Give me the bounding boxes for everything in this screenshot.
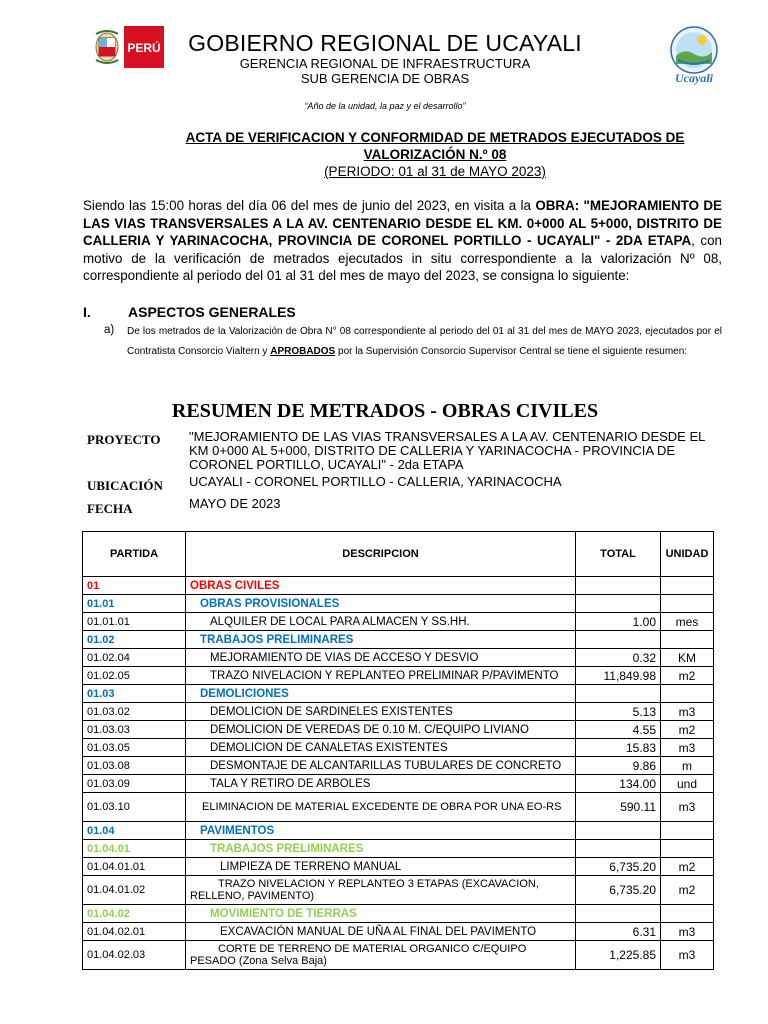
row-total xyxy=(576,631,661,649)
row-partida: 01.03.08 xyxy=(83,757,186,775)
row-descripcion: DESMONTAJE DE ALCANTARILLAS TUBULARES DE CONCRETO xyxy=(186,757,576,775)
row-descripcion: DEMOLICION DE VEREDAS DE 0.10 M. C/EQUIPO LIVIANO xyxy=(186,721,576,739)
row-partida: 01 xyxy=(83,577,186,595)
peru-logo-text: PERÚ xyxy=(127,41,161,55)
section-title: ASPECTOS GENERALES xyxy=(128,304,296,320)
row-unidad xyxy=(661,905,714,923)
proyecto-label: PROYECTO xyxy=(87,432,161,447)
row-descripcion: CORTE DE TERRENO DE MATERIAL ORGANICO C/EQUIPO PESADO (Zona Selva Baja) xyxy=(186,941,576,970)
ubicacion-label: UBICACIÓN xyxy=(87,478,163,493)
header-total: TOTAL xyxy=(576,532,661,577)
proyecto-value: "MEJORAMIENTO DE LAS VIAS TRANSVERSALES A LA AV. CENTENARIO DESDE EL KM 0+000 AL 5+000, DISTRITO DE CALLERIA Y YARINACOCHA - PROVINCIA DE CORONEL PORTILLO, UCAYALI" - 2da ETAPA xyxy=(189,429,705,472)
row-partida: 01.03.05 xyxy=(83,739,186,757)
row-total xyxy=(576,595,661,613)
act-title-line-2: VALORIZACIÓN N.º 08 xyxy=(363,147,507,162)
table-row xyxy=(83,595,714,613)
row-unidad xyxy=(661,631,714,649)
row-unidad xyxy=(661,822,714,840)
row-unidad: m2 xyxy=(661,667,714,685)
table-row xyxy=(83,793,714,822)
row-unidad xyxy=(661,685,714,703)
table-header-row xyxy=(83,532,714,577)
row-unidad: m2 xyxy=(661,876,714,905)
row-unidad: und xyxy=(661,775,714,793)
item-letter: a) xyxy=(104,324,115,336)
row-total: 1.00 xyxy=(576,613,661,631)
ubicacion-value: UCAYALI - CORONEL PORTILLO - CALLERIA, YARINACOCHA xyxy=(189,474,562,489)
row-unidad: m2 xyxy=(661,858,714,876)
row-total: 590.11 xyxy=(576,793,661,822)
row-partida: 01.04.01 xyxy=(83,840,186,858)
row-descripcion: MEJORAMIENTO DE VIAS DE ACCESO Y DESVIO xyxy=(186,649,576,667)
row-total: 6,735.20 xyxy=(576,876,661,905)
table-row xyxy=(83,703,714,721)
fecha-label: FECHA xyxy=(87,501,133,516)
row-unidad xyxy=(661,840,714,858)
header-subtitle-1: GERENCIA REGIONAL DE INFRAESTRUCTURA xyxy=(239,56,531,71)
row-descripcion: TRABAJOS PRELIMINARES xyxy=(186,840,576,858)
item-a-text-2: por la Supervisión Consorcio Supervisor Central se tiene el siguiente resumen: xyxy=(335,346,688,357)
peru-government-logo xyxy=(90,26,164,68)
intro-text-2: , con motivo de la verificación de metrados ejecutados in situ correspondiente a la valorización Nº 08, correspondiente al periodo del 01 al 31 del mes de mayo del 2023, se consigna lo siguiente: xyxy=(83,233,723,284)
row-partida: 01.01 xyxy=(83,595,186,613)
row-unidad: KM xyxy=(661,649,714,667)
table-row xyxy=(83,822,714,840)
row-unidad: m3 xyxy=(661,703,714,721)
table-row xyxy=(83,685,714,703)
row-descripcion: EXCAVACIÓN MANUAL DE UÑA AL FINAL DEL PAVIMENTO xyxy=(186,923,576,941)
row-unidad xyxy=(661,577,714,595)
row-descripcion: PAVIMENTOS xyxy=(186,822,576,840)
row-total: 11,849.98 xyxy=(576,667,661,685)
row-total: 0.32 xyxy=(576,649,661,667)
row-partida: 01.02 xyxy=(83,631,186,649)
header-subtitle-2: SUB GERENCIA DE OBRAS xyxy=(300,71,470,86)
table-row xyxy=(83,775,714,793)
act-period: (PERIODO: 01 al 31 de MAYO 2023) xyxy=(324,164,546,179)
row-unidad: m xyxy=(661,757,714,775)
table-row xyxy=(83,840,714,858)
fecha-value: MAYO DE 2023 xyxy=(189,496,281,511)
row-total: 134.00 xyxy=(576,775,661,793)
row-descripcion: TRAZO NIVELACION Y REPLANTEO 3 ETAPAS (EXCAVACION, RELLENO, PAVIMENTO) xyxy=(186,876,576,905)
section-number: I. xyxy=(83,304,91,320)
row-partida: 01.03.09 xyxy=(83,775,186,793)
row-descripcion: MOVIMIENTO DE TIERRAS xyxy=(186,905,576,923)
row-total: 4.55 xyxy=(576,721,661,739)
row-partida: 01.02.05 xyxy=(83,667,186,685)
row-descripcion: OBRAS PROVISIONALES xyxy=(186,595,576,613)
row-unidad: m3 xyxy=(661,941,714,970)
row-total xyxy=(576,905,661,923)
row-total: 5.13 xyxy=(576,703,661,721)
table-row xyxy=(83,923,714,941)
table-row xyxy=(83,613,714,631)
header-partida: PARTIDA xyxy=(83,532,186,577)
table-row xyxy=(83,649,714,667)
row-descripcion: ELIMINACION DE MATERIAL EXCEDENTE DE OBRA POR UNA EO-RS xyxy=(186,793,576,822)
row-total: 6.31 xyxy=(576,923,661,941)
row-unidad: m3 xyxy=(661,923,714,941)
row-partida: 01.04 xyxy=(83,822,186,840)
table-row xyxy=(83,876,714,905)
resumen-title: RESUMEN DE METRADOS - OBRAS CIVILES xyxy=(171,400,599,422)
ucayali-logo-text: Ucayali xyxy=(675,71,713,85)
row-partida: 01.04.02 xyxy=(83,905,186,923)
row-partida: 01.04.01.01 xyxy=(83,858,186,876)
row-partida: 01.03.10 xyxy=(83,793,186,822)
act-title-line-1: ACTA DE VERIFICACION Y CONFORMIDAD DE METRADOS EJECUTADOS DE xyxy=(185,130,685,145)
row-descripcion: ALQUILER DE LOCAL PARA ALMACEN Y SS.HH. xyxy=(186,613,576,631)
item-a-approved: APROBADOS xyxy=(270,346,336,357)
row-total xyxy=(576,685,661,703)
table-row xyxy=(83,905,714,923)
row-descripcion: DEMOLICIONES xyxy=(186,685,576,703)
metrados-table xyxy=(82,531,714,970)
row-descripcion: TRABAJOS PRELIMINARES xyxy=(186,631,576,649)
item-a-paragraph xyxy=(127,322,722,362)
row-partida: 01.02.04 xyxy=(83,649,186,667)
row-partida: 01.01.01 xyxy=(83,613,186,631)
ucayali-region-logo xyxy=(664,24,724,90)
table-body xyxy=(83,577,714,970)
row-descripcion: LIMPIEZA DE TERRENO MANUAL xyxy=(186,858,576,876)
row-partida: 01.04.02.01 xyxy=(83,923,186,941)
intro-paragraph xyxy=(83,197,722,285)
row-total: 1,225.85 xyxy=(576,941,661,970)
row-total: 15.83 xyxy=(576,739,661,757)
row-unidad: m3 xyxy=(661,739,714,757)
row-total xyxy=(576,840,661,858)
table-row xyxy=(83,941,714,970)
table-row xyxy=(83,667,714,685)
row-partida: 01.03.02 xyxy=(83,703,186,721)
row-total xyxy=(576,577,661,595)
row-partida: 01.04.01.02 xyxy=(83,876,186,905)
table-row xyxy=(83,631,714,649)
table-row xyxy=(83,739,714,757)
row-unidad xyxy=(661,595,714,613)
header-unidad: UNIDAD xyxy=(661,532,714,577)
row-partida: 01.03.03 xyxy=(83,721,186,739)
table-row xyxy=(83,577,714,595)
table-row xyxy=(83,721,714,739)
row-unidad: m2 xyxy=(661,721,714,739)
row-descripcion: TRAZO NIVELACION Y REPLANTEO PRELIMINAR P/PAVIMENTO xyxy=(186,667,576,685)
row-partida: 01.04.02.03 xyxy=(83,941,186,970)
row-descripcion: TALA Y RETIRO DE ARBOLES xyxy=(186,775,576,793)
intro-obra-name: OBRA: "MEJORAMIENTO DE LAS VIAS TRANSVERSALES A LA AV. CENTENARIO DESDE EL KM. 0+000 AL 5+000, DISTRITO DE CALLERIA Y YARINACOCHA, PROVINCIA DE CORONEL PORTILLO - UCAYALI" - 2DA ETAPA xyxy=(83,198,722,249)
table-row xyxy=(83,757,714,775)
header-title: GOBIERNO REGIONAL DE UCAYALI xyxy=(188,30,582,56)
row-descripcion: OBRAS CIVILES xyxy=(186,577,576,595)
row-total: 9.86 xyxy=(576,757,661,775)
row-descripcion: DEMOLICION DE SARDINELES EXISTENTES xyxy=(186,703,576,721)
table-row xyxy=(83,858,714,876)
row-unidad: mes xyxy=(661,613,714,631)
row-total xyxy=(576,822,661,840)
row-total: 6,735.20 xyxy=(576,858,661,876)
row-descripcion: DEMOLICION DE CANALETAS EXISTENTES xyxy=(186,739,576,757)
row-partida: 01.03 xyxy=(83,685,186,703)
row-unidad: m3 xyxy=(661,793,714,822)
item-a-text-1: De los metrados de la Valorización de Obra N° 08 correspondiente al periodo del 01 al 31 del mes de MAYO 2023, ejecutados por el Contratista Consorcio Vialtern y xyxy=(127,326,722,357)
year-motto: “Año de la unidad, la paz y el desarrollo” xyxy=(304,101,466,111)
intro-text-1: Siendo las 15:00 horas del día 06 del mes de junio del 2023, en visita a la xyxy=(83,198,536,213)
header-descripcion: DESCRIPCION xyxy=(186,532,576,577)
